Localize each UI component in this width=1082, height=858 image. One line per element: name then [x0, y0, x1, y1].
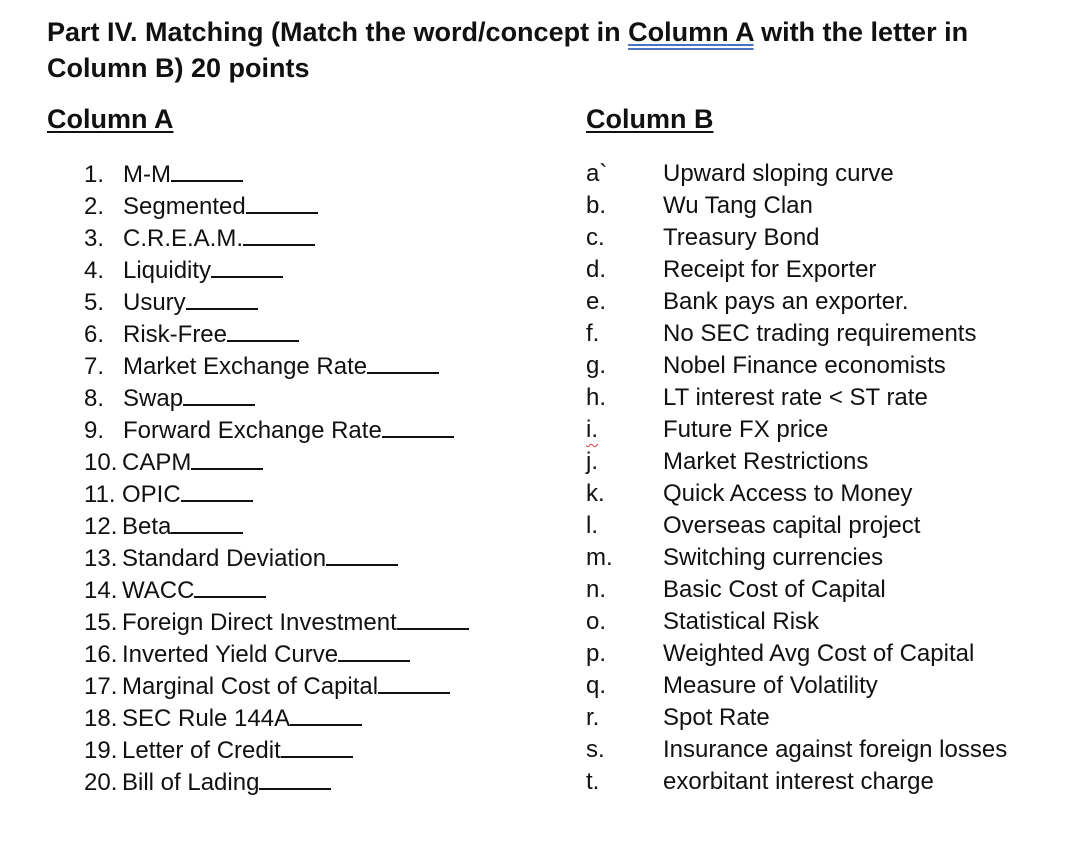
list-item [84, 606, 469, 638]
list-item [84, 222, 469, 254]
list-item [84, 318, 469, 350]
answer-blank[interactable] [367, 350, 439, 374]
item-letter: i. [586, 416, 598, 443]
item-term: Standard Deviation [122, 545, 327, 572]
list-item [84, 510, 469, 542]
list-item [586, 734, 1007, 766]
list-item [84, 350, 469, 382]
item-number: 8. [84, 385, 105, 412]
item-number: 18. [84, 705, 118, 732]
item-definition: Overseas capital project [663, 512, 921, 539]
item-number: 11. [84, 481, 116, 508]
item-letter: h. [586, 384, 607, 411]
list-item [84, 542, 469, 574]
item-definition: Bank pays an exporter. [663, 288, 909, 315]
item-definition: Market Restrictions [663, 448, 869, 475]
item-term: Beta [122, 513, 172, 540]
list-item [586, 702, 1007, 734]
item-number: 9. [84, 417, 105, 444]
list-item [586, 638, 1007, 670]
list-item [84, 414, 469, 446]
list-item [586, 350, 1007, 382]
list-item [586, 254, 1007, 286]
item-term: Risk-Free [123, 321, 228, 348]
item-term: CAPM [122, 449, 192, 476]
item-definition: Receipt for Exporter [663, 256, 877, 283]
item-definition: Switching currencies [663, 544, 884, 571]
item-definition: Nobel Finance economists [663, 352, 946, 379]
item-number: 2. [84, 193, 105, 220]
item-letter: n. [586, 576, 607, 603]
list-item [586, 542, 1007, 574]
item-letter: r. [586, 704, 600, 731]
item-number: 12. [84, 513, 118, 540]
list-item [84, 190, 469, 222]
item-number: 6. [84, 321, 105, 348]
list-item [586, 414, 1007, 446]
item-letter: q. [586, 672, 607, 699]
answer-blank[interactable] [338, 638, 410, 662]
list-item [586, 222, 1007, 254]
item-letter: t. [586, 768, 600, 795]
list-item [84, 446, 469, 478]
answer-blank[interactable] [326, 542, 398, 566]
item-letter: j. [586, 448, 598, 475]
column-b-heading: Column B [586, 104, 714, 134]
item-term: M-M [123, 161, 171, 188]
title-part-2: with the letter in Column B) 20 points [47, 17, 969, 83]
item-number: 14. [84, 577, 118, 604]
item-term: WACC [122, 577, 195, 604]
item-number: 20. [84, 769, 118, 796]
item-term: OPIC [122, 481, 181, 508]
list-item [84, 574, 469, 606]
list-item [84, 734, 469, 766]
item-term: Swap [123, 385, 184, 412]
item-term: Letter of Credit [122, 737, 281, 764]
item-number: 15. [84, 609, 118, 636]
list-item [586, 670, 1007, 702]
list-item [84, 670, 469, 702]
title-part-1: Part IV. Matching (Match the word/concept in [47, 17, 629, 47]
item-number: 19. [84, 737, 118, 764]
list-item [586, 478, 1007, 510]
item-definition: No SEC trading requirements [663, 320, 977, 347]
item-term: Bill of Lading [122, 769, 260, 796]
item-number: 3. [84, 225, 105, 252]
answer-blank[interactable] [181, 478, 253, 502]
list-item [586, 158, 1007, 190]
page-title [47, 14, 1067, 86]
item-term: Segmented [123, 193, 246, 220]
item-letter: p. [586, 640, 607, 667]
list-item [84, 382, 469, 414]
answer-blank[interactable] [211, 254, 283, 278]
list-item [586, 382, 1007, 414]
item-term: Liquidity [123, 257, 212, 284]
answer-blank[interactable] [191, 446, 263, 470]
answer-blank[interactable] [259, 766, 331, 790]
item-letter: m. [586, 544, 613, 571]
list-item [586, 574, 1007, 606]
answer-blank[interactable] [246, 190, 318, 214]
answer-blank[interactable] [227, 318, 299, 342]
answer-blank[interactable] [186, 286, 258, 310]
item-number: 1. [84, 161, 105, 188]
list-item [586, 286, 1007, 318]
item-letter: b. [586, 192, 607, 219]
item-term: C.R.E.A.M. [123, 225, 244, 252]
item-definition: Insurance against foreign losses [663, 736, 1008, 763]
list-item [84, 478, 469, 510]
item-definition: exorbitant interest charge [663, 768, 934, 795]
item-letter: f. [586, 320, 600, 347]
item-definition: Future FX price [663, 416, 829, 443]
item-definition: LT interest rate < ST rate [663, 384, 928, 411]
item-letter: l. [586, 512, 598, 539]
item-term: Foreign Direct Investment [122, 609, 397, 636]
item-number: 7. [84, 353, 105, 380]
list-item [84, 158, 469, 190]
item-number: 17. [84, 673, 118, 700]
item-number: 13. [84, 545, 118, 572]
item-definition: Wu Tang Clan [663, 192, 813, 219]
item-term: Inverted Yield Curve [122, 641, 339, 668]
item-term: Market Exchange Rate [123, 353, 368, 380]
list-item [586, 510, 1007, 542]
answer-blank[interactable] [378, 670, 450, 694]
item-letter: k. [586, 480, 605, 507]
item-definition: Measure of Volatility [663, 672, 878, 699]
list-item [586, 318, 1007, 350]
item-definition: Upward sloping curve [663, 160, 894, 187]
column-a-heading: Column A [47, 104, 174, 134]
item-number: 10. [84, 449, 118, 476]
list-item [84, 286, 469, 318]
item-letter: g. [586, 352, 607, 379]
item-definition: Treasury Bond [663, 224, 820, 251]
answer-blank[interactable] [171, 158, 243, 182]
answer-blank[interactable] [183, 382, 255, 406]
list-item [586, 190, 1007, 222]
item-term: Forward Exchange Rate [123, 417, 382, 444]
answer-blank[interactable] [281, 734, 353, 758]
item-letter: s. [586, 736, 605, 763]
list-item [84, 254, 469, 286]
column-b-list [586, 158, 1007, 798]
answer-blank[interactable] [243, 222, 315, 246]
column-a-list [84, 158, 469, 798]
item-term: Marginal Cost of Capital [122, 673, 379, 700]
item-definition: Weighted Avg Cost of Capital [663, 640, 975, 667]
item-letter: c. [586, 224, 605, 251]
list-item [586, 446, 1007, 478]
title-column-a-reference: Column A [628, 17, 754, 47]
item-letter: e. [586, 288, 607, 315]
item-letter: a` [586, 160, 608, 187]
item-letter: d. [586, 256, 607, 283]
answer-blank[interactable] [171, 510, 243, 534]
item-definition: Basic Cost of Capital [663, 576, 886, 603]
list-item [586, 606, 1007, 638]
item-definition: Spot Rate [663, 704, 770, 731]
answer-blank[interactable] [397, 606, 469, 630]
item-letter: o. [586, 608, 607, 635]
answer-blank[interactable] [382, 414, 454, 438]
answer-blank[interactable] [290, 702, 362, 726]
list-item [586, 766, 1007, 798]
item-definition: Quick Access to Money [663, 480, 913, 507]
list-item [84, 638, 469, 670]
list-item [84, 702, 469, 734]
item-term: Usury [123, 289, 186, 316]
item-definition: Statistical Risk [663, 608, 820, 635]
item-number: 16. [84, 641, 118, 668]
item-number: 5. [84, 289, 105, 316]
item-number: 4. [84, 257, 105, 284]
item-term: SEC Rule 144A [122, 705, 291, 732]
answer-blank[interactable] [194, 574, 266, 598]
list-item [84, 766, 469, 798]
